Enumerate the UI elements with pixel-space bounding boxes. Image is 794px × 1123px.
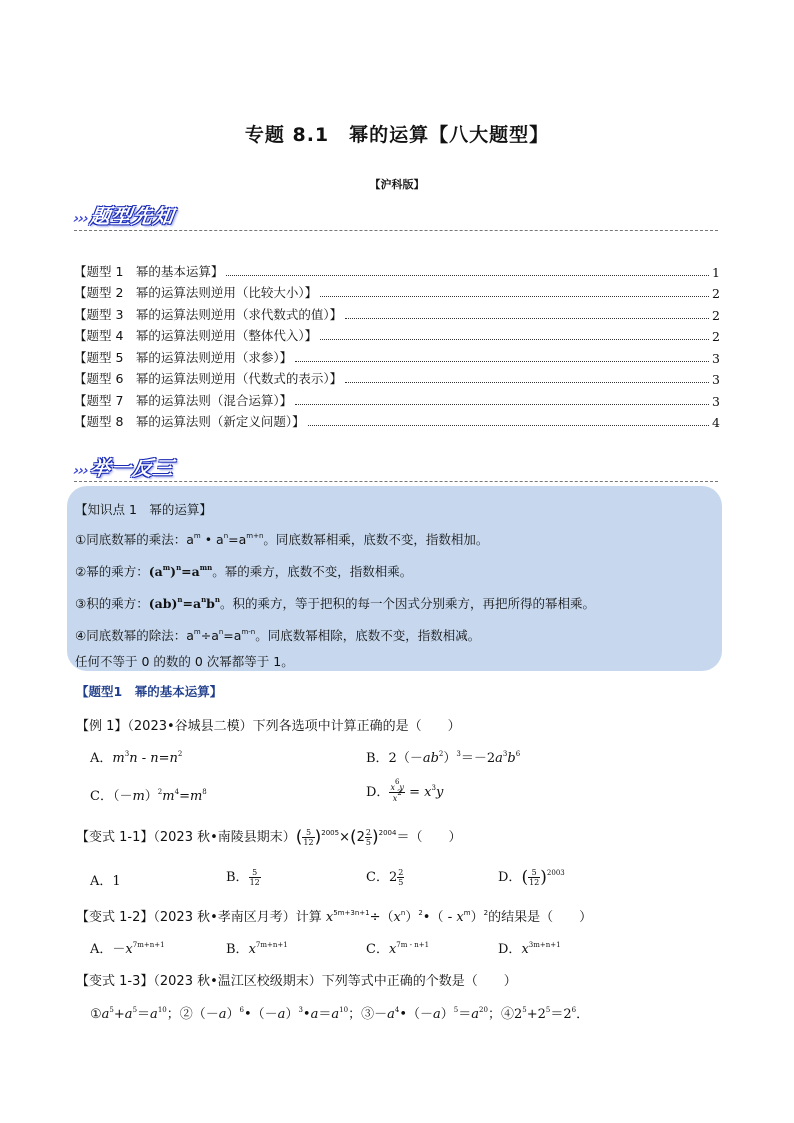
example-1-option-a[interactable]: A．$m^3n - n=n^2$ xyxy=(90,750,183,766)
toc-page-number: 2 xyxy=(712,307,720,323)
variant-1-2-option-d[interactable]: D．$x^{3m+n+1}$ xyxy=(498,941,561,957)
banner-title: 题型先知 xyxy=(88,204,176,228)
toc-page-number: 2 xyxy=(712,286,720,301)
table-of-contents xyxy=(74,258,720,430)
toc-entry[interactable] xyxy=(74,323,720,345)
toc-entry[interactable] xyxy=(74,301,720,323)
variant-1-3-stem: 【变式 1-3】（2023 秋•温江区校级期末）下列等式中正确的个数是（ ） xyxy=(76,974,517,989)
example-1-stem: 【例 1】（2023•谷城县二模）下列各选项中计算正确的是（ ） xyxy=(76,719,461,734)
knowledge-box xyxy=(67,486,722,671)
toc-entry-label: 【题型 4 幂的运算法则逆用（整体代入）】 xyxy=(74,328,318,343)
variant-1-1-option-a[interactable]: A．1 xyxy=(90,874,121,889)
rule-product: ①同底数幂的乘法：$a^m$ • $a^n=a^{m+n}$。同底数幂相乘，底数不变，指数相加。 xyxy=(75,532,489,547)
page-title: 专题 8.1 幂的运算【八大题型】 xyxy=(244,124,550,146)
toc-entry[interactable] xyxy=(74,258,720,280)
toc-page-number: 4 xyxy=(712,415,720,430)
example-1-option-b[interactable]: B．$2(-ab^2)^3=-2a^3b^6$ xyxy=(366,750,521,766)
example-1-option-d[interactable]: D． $\frac{x^6y}{x^2}$ = $x^3y$ xyxy=(366,778,444,803)
banner-divider xyxy=(74,481,718,482)
banner-arrows-icon: ››› xyxy=(72,463,89,479)
rule-quotient: ④同底数幂的除法：$a^m\div a^n=a^{m-n}$。同底数幂相除，底数不变，指数相减。 xyxy=(75,628,481,643)
toc-entry-label: 【题型 5 幂的运算法则逆用（求参）】 xyxy=(74,349,293,365)
toc-entry-label: 【题型 3 幂的运算法则逆用（求代数式的值）】 xyxy=(74,306,343,322)
toc-entry-label: 【题型 2 幂的运算法则逆用（比较大小）】 xyxy=(74,285,318,300)
toc-page-number: 1 xyxy=(712,264,720,280)
variant-1-1-option-d[interactable]: D．( $\frac{5}{12}$ )$^{2003}$ xyxy=(498,867,565,888)
toc-leader-dots xyxy=(295,404,709,405)
banner-examples xyxy=(72,452,177,482)
rule-power: ②幂的乘方：$(a^m)^n=a^{mn}$。幂的乘方，底数不变，指数相乘。 xyxy=(75,563,413,579)
variant-1-2-stem: 【变式 1-2】（2023 秋•孝南区月考）计算 $x^{5m+3n+1}\div(x^n)^2•( - x^m)^2$的结果是（ ） xyxy=(76,909,593,925)
toc-page-number: 3 xyxy=(712,372,720,387)
toc-entry[interactable] xyxy=(74,387,720,409)
toc-entry[interactable] xyxy=(74,344,720,366)
toc-entry-label: 【题型 1 幂的基本运算】 xyxy=(74,263,224,279)
variant-1-2-option-a[interactable]: A．$-x^{7m+n+1}$ xyxy=(90,941,165,957)
variant-1-1-option-b[interactable]: B． $\frac{5}{12}$ xyxy=(226,868,260,887)
variant-1-1-stem: 【变式 1-1】（2023 秋•南陵县期末）( $\frac{5}{12}$ )$^{2005}$×(2 $\frac{2}{5}$ )$^{2004}$＝（ ） xyxy=(76,827,462,848)
banner-question-types xyxy=(72,200,177,230)
toc-leader-dots xyxy=(226,275,709,276)
toc-page-number: 3 xyxy=(712,350,720,366)
variant-1-1-option-c[interactable]: C．2 $\frac{2}{5}$ xyxy=(366,868,404,887)
knowledge-heading: 【知识点 1 幂的运算】 xyxy=(75,502,212,517)
toc-leader-dots xyxy=(320,296,709,297)
toc-page-number: 3 xyxy=(712,393,720,409)
toc-entry-label: 【题型 6 幂的运算法则逆用（代数式的表示）】 xyxy=(74,371,343,386)
variant-1-2-option-b[interactable]: B．$x^{7m+n+1}$ xyxy=(226,941,288,957)
toc-leader-dots xyxy=(345,382,709,383)
section-heading: 【题型1 幂的基本运算】 xyxy=(76,684,223,699)
example-1-option-c[interactable]: C．$(-m)^2m^4=m^8$ xyxy=(90,788,207,804)
toc-entry[interactable] xyxy=(74,366,720,388)
banner-arrows-icon: ››› xyxy=(72,211,89,227)
banner-divider xyxy=(74,230,718,231)
toc-leader-dots xyxy=(320,339,709,340)
toc-entry[interactable] xyxy=(74,280,720,302)
banner-title: 举一反三 xyxy=(88,456,176,480)
toc-leader-dots xyxy=(345,318,709,319)
edition-label: 【沪科版】 xyxy=(369,178,425,191)
toc-leader-dots xyxy=(295,361,709,362)
toc-leader-dots xyxy=(308,425,709,426)
toc-entry[interactable] xyxy=(74,409,720,431)
toc-entry-label: 【题型 7 幂的运算法则（混合运算）】 xyxy=(74,392,293,408)
variant-1-3-statements: $①a^5+a^5=a^{10}$；$②(-a)^6•(-a)^3•a=a^{10}$；$③-a^4•(-a)^5=a^{20}$；$④2^5+2^5=2^6$． xyxy=(90,1006,590,1022)
toc-page-number: 2 xyxy=(712,329,720,344)
rule-product-power: ③积的乘方：$(ab)^n=a^nb^n$。积的乘方，等于把积的每一个因式分别乘方，再把所得的幂相乘。 xyxy=(75,595,596,611)
variant-1-2-option-c[interactable]: C．$x^{7m - n+1}$ xyxy=(366,941,430,957)
rule-zero-exponent: 任何不等于 0 的数的 0 次幂都等于 1。 xyxy=(75,654,294,669)
toc-entry-label: 【题型 8 幂的运算法则（新定义问题）】 xyxy=(74,414,305,429)
